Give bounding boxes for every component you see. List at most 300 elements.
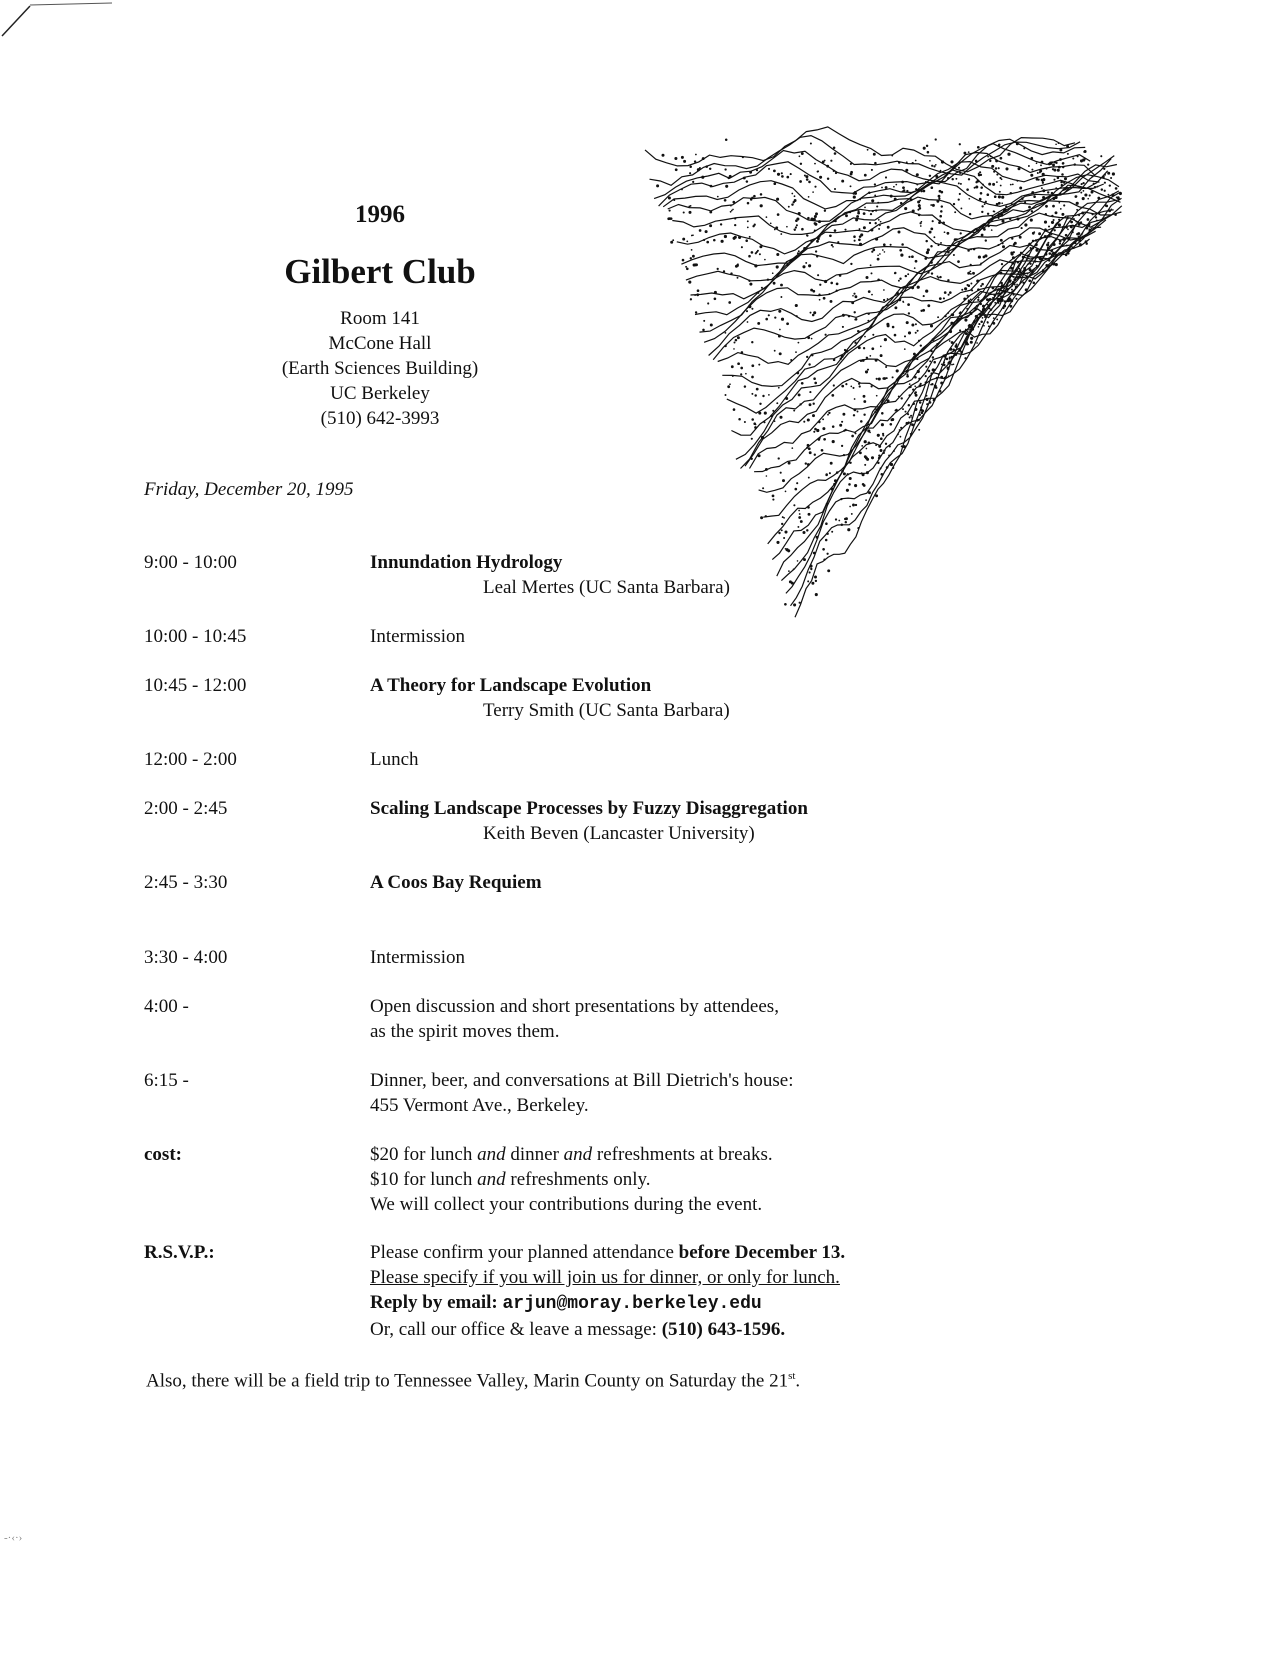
stipple-dot (819, 176, 822, 179)
stipple-dot (978, 313, 980, 315)
stipple-dot (915, 260, 918, 263)
stipple-dot (777, 173, 780, 176)
rsvp-deadline-date: before December 13. (678, 1242, 846, 1263)
stipple-dot (1030, 247, 1032, 249)
stipple-dot (940, 170, 942, 172)
stipple-dot (738, 236, 741, 239)
stipple-dot (764, 412, 767, 415)
stipple-dot (1017, 180, 1019, 182)
stipple-dot (881, 423, 884, 426)
stipple-dot (985, 201, 987, 203)
stipple-dot (1028, 206, 1031, 209)
stipple-dot (1041, 237, 1043, 239)
stipple-dot (878, 457, 880, 459)
stipple-dot (880, 467, 882, 469)
stipple-dot (819, 284, 821, 286)
stipple-dot (1062, 162, 1064, 164)
stipple-dot (869, 355, 871, 357)
stipple-dot (751, 341, 753, 343)
stipple-dot (937, 276, 939, 278)
stipple-dot (766, 216, 768, 218)
stipple-dot (808, 181, 811, 184)
stipple-dot (816, 255, 818, 257)
stipple-dot (917, 330, 919, 332)
cost-emphasis: and (477, 1144, 506, 1165)
schedule-time: 3:30 - 4:00 (144, 947, 228, 968)
stipple-dot (1093, 183, 1095, 185)
stipple-dot (1042, 189, 1045, 192)
stipple-dot (781, 318, 784, 321)
scan-artifact: -·‹·› (4, 1532, 23, 1544)
stipple-dot (920, 190, 922, 192)
stipple-dot (1077, 155, 1079, 157)
stipple-dot (915, 323, 917, 325)
stipple-dot (1027, 273, 1029, 275)
stipple-dot (756, 388, 759, 391)
stipple-dot (734, 217, 736, 219)
stipple-dot (747, 227, 749, 229)
stipple-dot (845, 521, 847, 523)
stipple-dot (783, 537, 785, 539)
stipple-dot (871, 347, 874, 350)
stipple-dot (1033, 282, 1036, 285)
stipple-dot (877, 279, 880, 282)
stipple-dot (926, 145, 928, 147)
stipple-dot (853, 293, 855, 295)
stipple-dot (927, 248, 930, 251)
stipple-dot (941, 364, 943, 366)
stipple-dot (863, 395, 866, 398)
stipple-dot (899, 278, 901, 280)
stipple-dot (795, 226, 797, 228)
stipple-dot (875, 408, 878, 411)
stipple-dot (867, 429, 870, 432)
event-date: Friday, December 20, 1995 (144, 479, 354, 500)
stipple-dot (916, 173, 919, 176)
stipple-dot (1021, 227, 1023, 229)
stipple-dot (956, 238, 958, 240)
stipple-dot (780, 296, 782, 298)
stipple-dot (673, 199, 675, 201)
stipple-dot (981, 211, 983, 213)
stipple-dot (864, 464, 866, 466)
stipple-dot (902, 190, 904, 192)
stipple-dot (764, 259, 766, 261)
stipple-dot (901, 181, 904, 184)
stipple-dot (988, 325, 990, 327)
stipple-dot (999, 177, 1001, 179)
stipple-dot (1024, 223, 1027, 226)
stipple-dot (1059, 158, 1062, 161)
stipple-dot (938, 244, 940, 246)
stipple-dot (893, 186, 895, 188)
stipple-dot (1001, 196, 1004, 199)
stipple-dot (1060, 252, 1062, 254)
stipple-dot (844, 229, 846, 231)
stipple-dot (850, 163, 852, 165)
stipple-dot (981, 234, 984, 237)
stipple-dot (702, 157, 705, 160)
stipple-dot (906, 373, 908, 375)
stipple-dot (880, 449, 883, 452)
stipple-dot (806, 356, 808, 358)
stipple-dot (737, 277, 739, 279)
stipple-dot (1062, 226, 1064, 228)
stipple-dot (988, 307, 990, 309)
stipple-dot (851, 513, 853, 515)
stipple-dot (902, 408, 904, 410)
stipple-dot (827, 177, 829, 179)
stipple-dot (982, 184, 984, 186)
stipple-dot (907, 303, 910, 306)
stipple-dot (992, 287, 995, 290)
stipple-dot (870, 264, 872, 266)
stipple-dot (932, 368, 935, 371)
stipple-dot (980, 321, 983, 324)
stipple-dot (1065, 254, 1067, 256)
stipple-dot (930, 350, 932, 352)
stipple-dot (814, 163, 816, 165)
stipple-dot (815, 250, 817, 252)
stipple-dot (750, 458, 752, 460)
stipple-dot (1055, 263, 1058, 266)
cost-text: refreshments only. (505, 1169, 651, 1190)
stipple-dot (822, 427, 825, 430)
stipple-dot (994, 302, 996, 304)
stipple-dot (1015, 269, 1017, 271)
stipple-dot (814, 454, 816, 456)
stipple-dot (900, 202, 902, 204)
stipple-dot (968, 151, 970, 153)
stipple-dot (971, 328, 974, 331)
stipple-dot (1044, 235, 1046, 237)
stipple-dot (780, 284, 783, 287)
stipple-dot (1045, 253, 1048, 256)
stipple-dot (937, 261, 939, 263)
stipple-dot (793, 201, 795, 203)
stipple-dot (798, 212, 801, 215)
stipple-dot (743, 177, 746, 180)
stipple-dot (894, 306, 897, 309)
stipple-dot (770, 415, 773, 418)
stipple-dot (862, 473, 865, 476)
stipple-dot (819, 437, 821, 439)
stipple-dot (1070, 221, 1073, 224)
stipple-dot (834, 152, 837, 155)
stipple-dot (1066, 244, 1068, 246)
stipple-dot (1012, 293, 1014, 295)
stipple-dot (864, 455, 867, 458)
stipple-dot (964, 357, 966, 359)
stipple-dot (934, 386, 936, 388)
stipple-dot (875, 359, 878, 362)
stipple-dot (827, 414, 829, 416)
stipple-dot (918, 204, 921, 207)
stipple-dot (1027, 263, 1029, 265)
stipple-dot (839, 424, 842, 427)
stipple-dot (798, 250, 800, 252)
stipple-dot (839, 274, 842, 277)
stipple-dot (691, 249, 693, 251)
stipple-dot (848, 315, 850, 317)
stipple-dot (995, 167, 997, 169)
stipple-dot (963, 152, 966, 155)
stipple-dot (832, 440, 835, 443)
stipple-dot (1058, 219, 1060, 221)
stipple-dot (868, 491, 871, 494)
stipple-dot (1058, 202, 1060, 204)
stipple-dot (975, 181, 977, 183)
stipple-dot (1078, 239, 1081, 242)
stipple-dot (1048, 163, 1051, 166)
stipple-dot (1002, 245, 1005, 248)
stipple-dot (1048, 234, 1050, 236)
stipple-dot (695, 311, 697, 313)
stipple-dot (969, 213, 971, 215)
stipple-dot (1073, 247, 1075, 249)
contour-map-illustration (635, 95, 1175, 695)
stipple-dot (932, 338, 935, 341)
stipple-dot (799, 180, 802, 183)
stipple-dot (984, 203, 986, 205)
stipple-dot (1017, 261, 1019, 263)
stipple-dot (774, 229, 776, 231)
stipple-dot (774, 420, 776, 422)
stipple-dot (978, 256, 981, 259)
stipple-dot (685, 266, 687, 268)
stipple-dot (833, 170, 835, 172)
venue-campus: UC Berkeley (330, 383, 430, 404)
stipple-dot (1073, 242, 1075, 244)
stipple-dot (871, 169, 873, 171)
stipple-dot (905, 411, 907, 413)
stipple-dot (779, 329, 781, 331)
stipple-dot (761, 436, 764, 439)
stipple-dot (717, 196, 719, 198)
stipple-dot (813, 403, 815, 405)
stipple-dot (709, 168, 711, 170)
stipple-dot (842, 326, 844, 328)
stipple-dot (909, 394, 911, 396)
stipple-dot (932, 220, 934, 222)
stipple-dot (875, 494, 878, 497)
stipple-dot (940, 376, 943, 379)
stipple-dot (964, 287, 967, 290)
stipple-dot (877, 254, 879, 256)
stipple-dot (1055, 196, 1058, 199)
stipple-dot (987, 156, 989, 158)
stipple-dot (912, 403, 915, 406)
stipple-dot (1106, 205, 1109, 208)
stipple-dot (725, 138, 728, 141)
stipple-dot (874, 162, 877, 165)
stipple-dot (998, 217, 1000, 219)
stipple-dot (1042, 180, 1044, 182)
stipple-dot (1043, 178, 1046, 181)
stipple-dot (880, 473, 883, 476)
stipple-dot (830, 462, 833, 465)
stipple-dot (1064, 177, 1067, 180)
stipple-dot (865, 370, 868, 373)
schedule-desc (370, 624, 1130, 649)
event-year: 1996 (355, 201, 405, 228)
stipple-dot (801, 382, 804, 385)
stipple-dot (1067, 153, 1069, 155)
stipple-dot (786, 264, 789, 267)
stipple-dot (1078, 223, 1081, 226)
stipple-dot (1004, 209, 1007, 212)
stipple-dot (754, 224, 756, 226)
stipple-dot (829, 234, 832, 237)
stipple-dot (1026, 275, 1029, 278)
stipple-dot (926, 398, 929, 401)
stipple-dot (877, 202, 879, 204)
stipple-dot (1010, 192, 1012, 194)
stipple-dot (809, 451, 812, 454)
stipple-dot (930, 186, 933, 189)
stipple-dot (1041, 161, 1044, 164)
stipple-dot (803, 247, 806, 250)
stipple-dot (932, 356, 934, 358)
stipple-dot (807, 217, 810, 220)
stipple-dot (851, 435, 854, 438)
stipple-dot (786, 322, 789, 325)
stipple-dot (872, 249, 875, 252)
stipple-dot (806, 234, 808, 236)
stipple-dot (923, 190, 926, 193)
stipple-dot (975, 186, 978, 189)
stipple-dot (993, 298, 995, 300)
stipple-dot (798, 516, 801, 519)
stipple-dot (828, 412, 830, 414)
stipple-dot (1039, 170, 1042, 173)
stipple-dot (901, 397, 903, 399)
stipple-dot (756, 169, 758, 171)
stipple-dot (682, 238, 685, 241)
stipple-dot (921, 409, 924, 412)
stipple-dot (801, 228, 804, 231)
stipple-dot (933, 361, 936, 364)
stipple-dot (1021, 197, 1024, 200)
stipple-dot (1100, 155, 1102, 157)
stipple-dot (758, 412, 761, 415)
stipple-dot (1115, 187, 1118, 190)
stipple-dot (799, 602, 801, 604)
stipple-dot (1000, 282, 1003, 285)
schedule-time: 10:45 - 12:00 (144, 675, 247, 696)
stipple-dot (749, 171, 752, 174)
stipple-dot (909, 383, 911, 385)
schedule-time: 2:00 - 2:45 (144, 798, 228, 819)
stipple-dot (953, 363, 955, 365)
stipple-dot (1067, 229, 1069, 231)
stipple-dot (846, 489, 849, 492)
stipple-dot (1050, 249, 1053, 252)
stipple-dot (946, 232, 949, 235)
stipple-dot (880, 354, 883, 357)
stipple-dot (1007, 153, 1010, 156)
stipple-dot (852, 387, 854, 389)
stipple-dot (1031, 210, 1033, 212)
stipple-dot (683, 211, 685, 213)
stipple-dot (709, 211, 712, 214)
stipple-dot (932, 204, 935, 207)
stipple-dot (987, 304, 989, 306)
stipple-dot (826, 503, 828, 505)
stipple-dot (809, 403, 812, 406)
stipple-dot (758, 364, 760, 366)
stipple-dot (1066, 187, 1068, 189)
stipple-dot (924, 257, 927, 260)
stipple-dot (891, 418, 894, 421)
stipple-dot (774, 350, 776, 352)
stipple-dot (1063, 204, 1065, 206)
stipple-dot (785, 397, 788, 400)
stipple-dot (999, 289, 1001, 291)
stipple-dot (809, 391, 811, 393)
stipple-dot (797, 252, 799, 254)
stipple-dot (910, 198, 913, 201)
cost-emphasis: and (477, 1169, 506, 1190)
stipple-dot (977, 317, 980, 320)
stipple-dot (1088, 223, 1091, 226)
stipple-dot (1005, 205, 1007, 207)
rsvp-text: Please confirm your planned attendance (370, 1242, 679, 1263)
stipple-dot (827, 533, 829, 535)
stipple-dot (755, 424, 757, 426)
stipple-dot (742, 156, 744, 158)
footer-ordinal: st (788, 1370, 796, 1382)
stipple-dot (1012, 276, 1014, 278)
stipple-dot (778, 532, 780, 534)
stipple-dot (760, 204, 763, 207)
scan-corner-mark (0, 0, 120, 40)
stipple-dot (1051, 254, 1053, 256)
stipple-dot (927, 304, 930, 307)
stipple-dot (914, 385, 916, 387)
stipple-dot (1032, 240, 1034, 242)
stipple-dot (780, 233, 782, 235)
stipple-dot (713, 239, 716, 242)
stipple-dot (1052, 252, 1054, 254)
stipple-dot (996, 293, 998, 295)
stipple-dot (1062, 238, 1065, 241)
stipple-dot (931, 272, 933, 274)
stipple-dot (723, 270, 725, 272)
stipple-dot (825, 334, 827, 336)
stipple-dot (890, 244, 892, 246)
stipple-dot (798, 393, 801, 396)
stipple-dot (833, 147, 836, 150)
stipple-dot (898, 280, 900, 282)
stipple-dot (778, 457, 780, 459)
stipple-dot (933, 165, 935, 167)
stipple-dot (992, 216, 994, 218)
stipple-dot (841, 470, 844, 473)
stipple-dot (751, 197, 753, 199)
stipple-dot (806, 447, 808, 449)
stipple-dot (774, 316, 776, 318)
stipple-dot (931, 165, 933, 167)
stipple-dot (878, 219, 880, 221)
stipple-dot (883, 299, 885, 301)
stipple-dot (736, 264, 739, 267)
stipple-dot (906, 370, 909, 373)
stipple-dot (1018, 266, 1020, 268)
stipple-dot (818, 235, 821, 238)
stipple-dot (747, 321, 749, 323)
stipple-dot (1072, 157, 1074, 159)
